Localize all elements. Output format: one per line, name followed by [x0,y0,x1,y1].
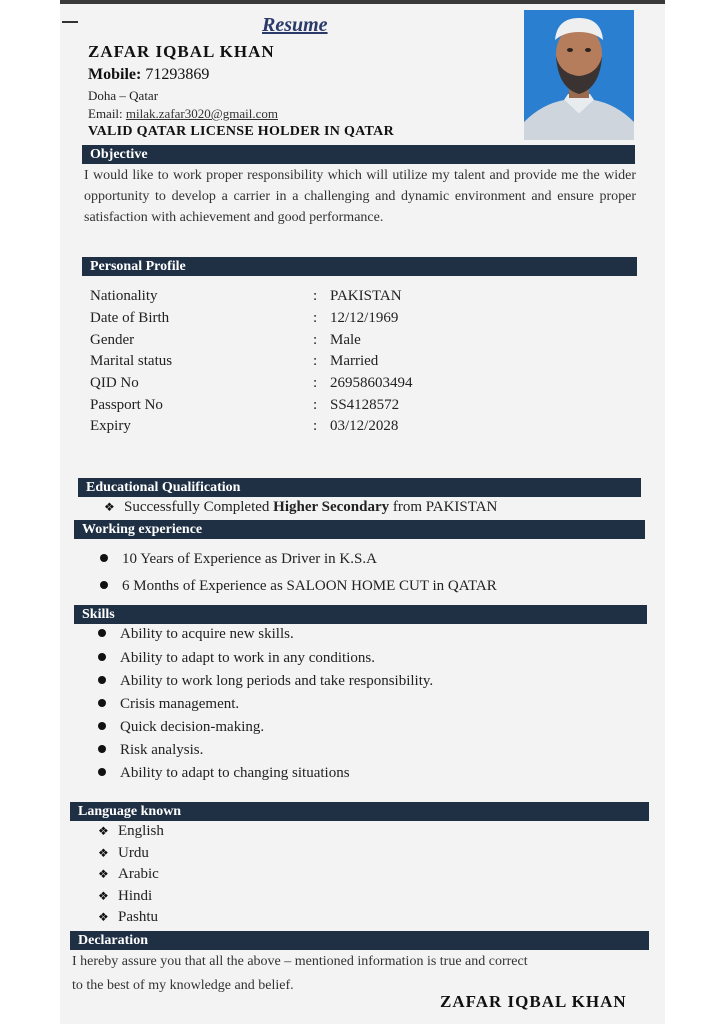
profile-value-expiry: 03/12/2028 [330,418,399,434]
declaration-line-1: I hereby assure you that all the above – mentioned information is true and correct [72,954,528,969]
bullet-icon [98,676,106,684]
profile-label-marital: Marital status [90,353,173,369]
profile-value-passport: SS4128572 [330,397,400,413]
profile-value-dob: 12/12/1969 [330,310,399,326]
section-education: Educational Qualification [78,478,641,497]
profile-label-dob: Date of Birth [90,310,170,326]
mobile-line [88,66,209,84]
mobile-value: 71293869 [145,66,210,83]
colon: : [313,288,318,304]
location: Doha – Qatar [88,88,159,103]
signature-name: ZAFAR IQBAL KHAN [440,992,627,1011]
language-item: ❖ Arabic [98,866,159,882]
declaration-line-2: to the best of my knowledge and belief. [72,978,294,993]
profile-photo [524,10,634,140]
objective-text: I would like to work proper responsibility which will utilize my talent and provide me the wider opportunity to develop a carrier in a challenging and dynamic environment and ensure proper satisfaction with achievement and good performance. [84,168,636,225]
diamond-bullet-icon: ❖ [98,889,109,903]
experience-item: 10 Years of Experience as Driver in K.S.A [100,551,377,568]
skill-item: Ability to adapt to work in any conditions. [98,650,375,667]
education-post: from PAKISTAN [389,499,498,515]
bullet-icon [98,745,106,753]
profile-value-gender: Male [330,332,361,348]
colon: : [313,332,318,348]
diamond-bullet-icon: ❖ [98,910,109,924]
skill-item: Ability to work long periods and take responsibility. [98,673,433,690]
license-statement: VALID QATAR LICENSE HOLDER IN QATAR [88,124,394,139]
profile-label-gender: Gender [90,332,135,348]
applicant-name: ZAFAR IQBAL KHAN [88,42,275,61]
bullet-icon [98,629,106,637]
bullet-icon [100,581,108,589]
experience-item: 6 Months of Experience as SALOON HOME CUT in QATAR [100,578,497,595]
divider [62,21,78,23]
diamond-bullet-icon: ❖ [104,500,115,514]
skill-item: Ability to acquire new skills. [98,626,294,643]
portrait-image [524,10,634,140]
diamond-bullet-icon: ❖ [98,867,109,881]
profile-value-qid: 26958603494 [330,375,413,391]
diamond-bullet-icon: ❖ [98,846,109,860]
profile-value-marital: Married [330,353,379,369]
profile-label-nationality: Nationality [90,288,158,304]
section-language-known: Language known [70,802,649,821]
email-label: Email: [88,106,123,121]
section-personal-profile: Personal Profile [82,257,637,276]
section-skills: Skills [74,605,647,624]
bullet-icon [100,554,108,562]
email-line [88,106,278,122]
skill-item: Ability to adapt to changing situations [98,765,350,782]
section-working-experience: Working experience [74,520,645,539]
diamond-bullet-icon: ❖ [98,824,109,838]
education-pre: Successfully Completed [124,499,274,515]
profile-label-expiry: Expiry [90,418,131,434]
bullet-icon [98,699,106,707]
language-item: ❖ Hindi [98,888,153,904]
profile-label-passport: Passport No [90,397,163,413]
skill-item: Crisis management. [98,696,239,713]
colon: : [313,375,318,391]
education-item [104,499,497,516]
colon: : [313,397,318,413]
skill-item: Quick decision-making. [98,719,264,736]
mobile-label: Mobile: [88,66,142,83]
bullet-icon [98,653,106,661]
section-declaration: Declaration [70,931,649,950]
education-bold: Higher Secondary [273,499,390,515]
colon: : [313,353,318,369]
profile-label-qid: QID No [90,375,139,391]
bullet-icon [98,768,106,776]
language-item: ❖ English [98,823,164,839]
section-objective: Objective [82,145,635,164]
profile-value-nationality: PAKISTAN [330,288,402,304]
colon: : [313,310,318,326]
language-item: ❖ Urdu [98,845,149,861]
language-item: ❖ Pashtu [98,909,159,925]
bullet-icon [98,722,106,730]
page-title: Resume [262,14,328,36]
skill-item: Risk analysis. [98,742,203,759]
email-link[interactable]: milak.zafar3020@gmail.com [125,106,278,121]
colon: : [313,418,318,434]
